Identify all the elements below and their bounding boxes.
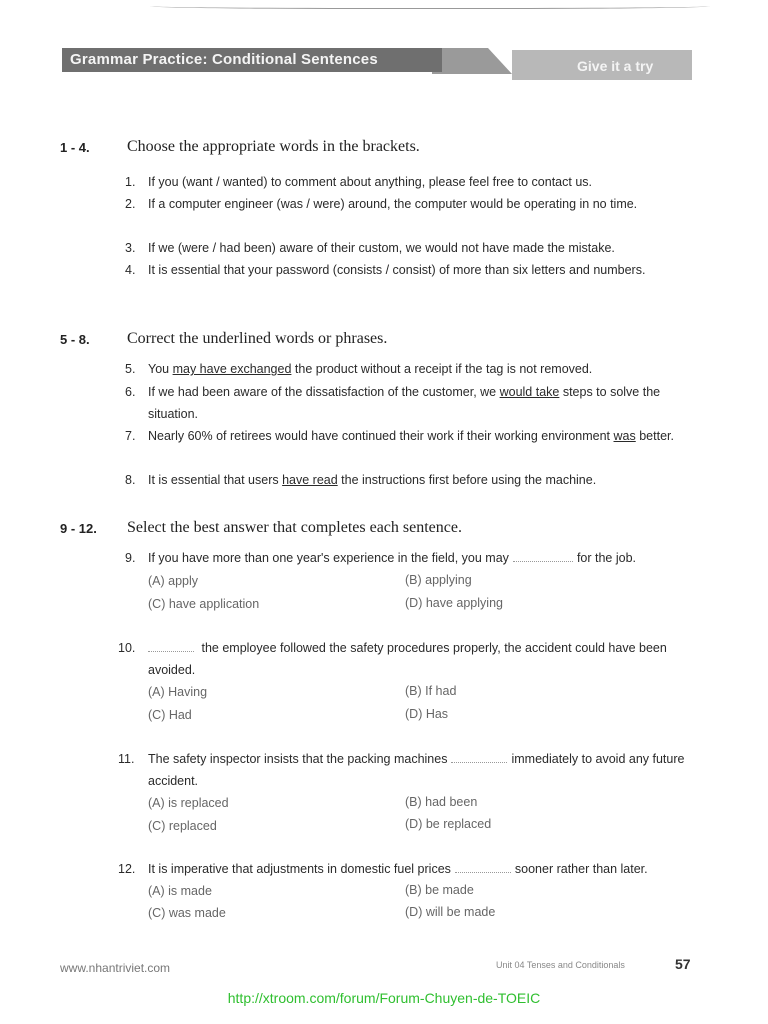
- underlined-phrase: would take: [499, 385, 560, 399]
- item-text-pre: If we had been aware of the dissatisfaction of the customer, we: [148, 385, 500, 399]
- question-text-pre: The safety inspector insists that the packing machines: [148, 752, 448, 766]
- watermark-link[interactable]: http://xtroom.com/forum/Forum-Chuyen-de-TOEIC: [227, 990, 541, 1006]
- item-text: [148, 469, 690, 491]
- exercise-item: [125, 425, 690, 447]
- answer-blank: [455, 872, 511, 873]
- question-text-pre: If you have more than one year's experience in the field, you may: [148, 551, 509, 565]
- item-text: It is essential that your password (consists / consist) of more than six letters and numbers.: [148, 263, 646, 277]
- question-text-pre: It is imperative that adjustments in domestic fuel prices: [148, 862, 451, 876]
- question-text: [148, 858, 693, 880]
- exercise-item: [125, 171, 690, 193]
- question-number: 10.: [118, 641, 136, 655]
- exercise-item: [125, 358, 690, 380]
- question-text: [148, 637, 693, 681]
- question-text-post: immediately to avoid any future accident.: [148, 752, 685, 788]
- option-c: (C) have application: [148, 597, 260, 611]
- option-c: (C) Had: [148, 708, 192, 722]
- underlined-phrase: have read: [282, 473, 338, 487]
- underlined-phrase: may have exchanged: [172, 362, 292, 376]
- item-text-pre: Nearly 60% of retirees would have continued their work if their working environment: [148, 429, 614, 443]
- item-number: 7.: [125, 429, 136, 443]
- item-text: If we (were / had been) aware of their custom, we would not have made the mistake.: [148, 241, 615, 255]
- option-d: (D) Has: [405, 707, 449, 721]
- item-text-post: better.: [635, 429, 674, 443]
- item-text-post: steps to solve the situation.: [148, 385, 661, 421]
- option-b: (B) applying: [405, 573, 472, 587]
- item-text-post: the instructions first before using the machine.: [337, 473, 597, 487]
- section-number: 5 - 8.: [60, 332, 90, 347]
- footer-website: www.nhantriviet.com: [60, 961, 171, 975]
- exercise-item: [125, 259, 690, 281]
- exercise-item: [125, 193, 690, 215]
- option-c: (C) was made: [148, 906, 226, 920]
- page-number: 57: [675, 956, 691, 972]
- item-text: [148, 381, 690, 425]
- option-a: (A) is made: [148, 884, 212, 898]
- question-text-post: for the job.: [576, 551, 637, 565]
- item-number: 1.: [125, 175, 136, 189]
- question-9: [118, 547, 693, 569]
- banner-mid-band: [432, 48, 512, 74]
- footer-unit-label: Unit 04 Tenses and Conditionals: [496, 960, 625, 970]
- item-number: 2.: [125, 197, 136, 211]
- underlined-phrase: was: [613, 429, 636, 443]
- item-text: [148, 425, 690, 447]
- item-number: 6.: [125, 385, 136, 399]
- answer-blank: [513, 561, 573, 562]
- section-title: Correct the underlined words or phrases.: [127, 330, 388, 347]
- item-text: [148, 358, 690, 380]
- question-number: 12.: [118, 862, 136, 876]
- exercise-item: [125, 469, 690, 491]
- banner-title: Grammar Practice: Conditional Sentences: [70, 51, 378, 68]
- question-text: [148, 547, 693, 569]
- question-10: [118, 637, 693, 681]
- section-banner: [62, 48, 692, 82]
- section-title: Choose the appropriate words in the brackets.: [127, 138, 420, 155]
- page-edge-line: [150, 2, 710, 9]
- option-d: (D) be replaced: [405, 817, 492, 831]
- item-number: 3.: [125, 241, 136, 255]
- item-number: 4.: [125, 263, 136, 277]
- question-text-post: sooner rather than later.: [514, 862, 648, 876]
- option-a: (A) apply: [148, 574, 199, 588]
- exercise-item: [125, 381, 690, 425]
- section-title: Select the best answer that completes each sentence.: [127, 519, 462, 536]
- question-12: [118, 858, 693, 880]
- section-number: 9 - 12.: [60, 521, 97, 536]
- item-text-post: the product without a receipt if the tag is not removed.: [291, 362, 593, 376]
- option-b: (B) had been: [405, 795, 478, 809]
- option-a: (A) Having: [148, 685, 208, 699]
- question-11: [118, 748, 693, 792]
- item-number: 8.: [125, 473, 136, 487]
- answer-blank: [451, 762, 507, 763]
- option-b: (B) be made: [405, 883, 474, 897]
- option-d: (D) will be made: [405, 905, 496, 919]
- question-number: 11.: [118, 752, 135, 766]
- item-text-pre: It is essential that users: [148, 473, 283, 487]
- option-c: (C) replaced: [148, 819, 217, 833]
- question-number: 9.: [125, 551, 136, 565]
- item-number: 5.: [125, 362, 136, 376]
- option-d: (D) have applying: [405, 596, 503, 610]
- banner-tag: Give it a try: [577, 58, 654, 74]
- answer-blank: [148, 651, 194, 652]
- section-number: 1 - 4.: [60, 140, 90, 155]
- exercise-item: [125, 237, 690, 259]
- item-text: If you (want / wanted) to comment about anything, please feel free to contact us.: [148, 175, 593, 189]
- option-a: (A) is replaced: [148, 796, 229, 810]
- option-b: (B) If had: [405, 684, 457, 698]
- item-text: If a computer engineer (was / were) around, the computer would be operating in no time.: [148, 197, 638, 211]
- item-text-pre: You: [148, 362, 173, 376]
- question-text-post: the employee followed the safety procedures properly, the accident could have been avoided.: [148, 641, 667, 677]
- question-text: [148, 748, 693, 792]
